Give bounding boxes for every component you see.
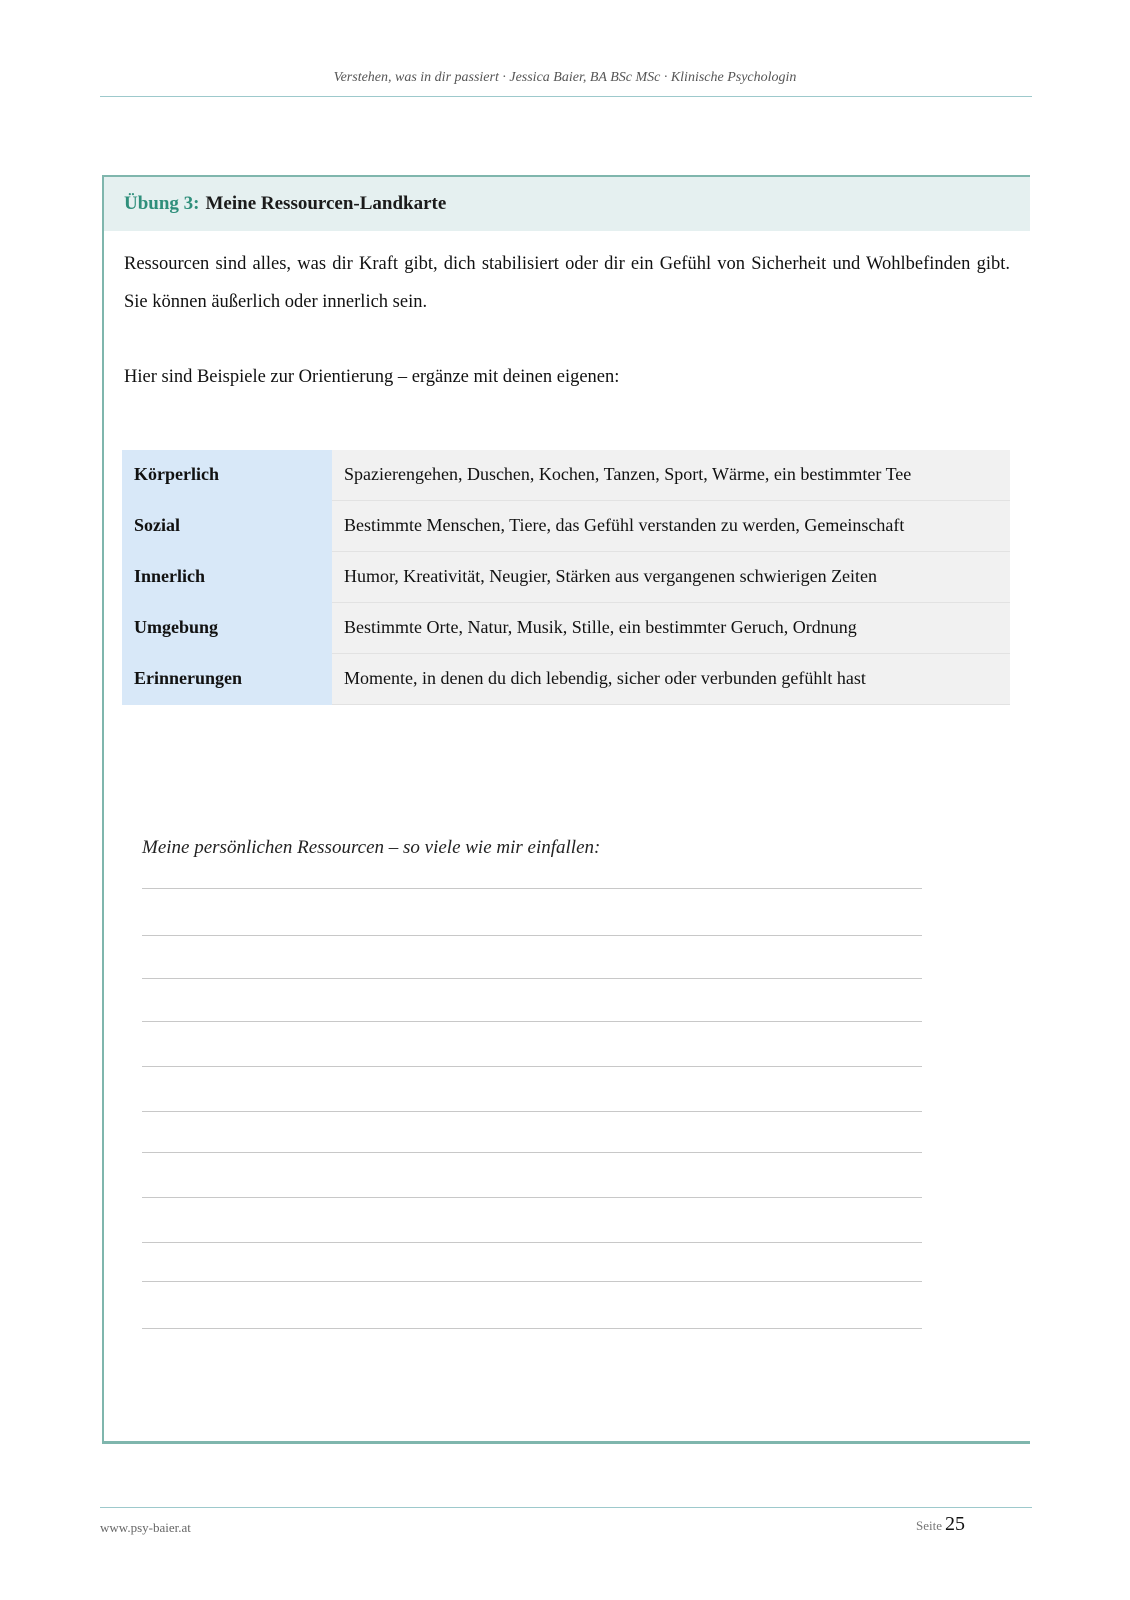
category-cell: Körperlich [122,450,332,501]
intro-paragraph: Ressourcen sind alles, was dir Kraft gibt, dich stabilisiert oder dir ein Gefühl von Sicherheit und Wohlbefinden gibt. Sie können äußerlich oder innerlich sein. [124,254,1010,312]
table-row [122,450,1010,501]
writing-line[interactable] [142,1197,922,1198]
category-cell: Erinnerungen [122,654,332,705]
exercise-heading [104,177,1030,231]
writing-line[interactable] [142,1066,922,1067]
examples-cell: Momente, in denen du dich lebendig, sicher oder verbunden gefühlt hast [332,654,1010,705]
own-resources-prompt: Meine persönlichen Ressourcen – so viele wie mir einfallen: [142,837,601,858]
writing-line[interactable] [142,888,922,889]
running-header: Verstehen, was in dir passiert · Jessica Baier, BA BSc MSc · Klinische Psychologin [333,70,797,85]
writing-line[interactable] [142,1021,922,1022]
page-number-value: 25 [945,1513,965,1535]
writing-line[interactable] [142,935,922,936]
exercise-title: Meine Ressourcen-Landkarte [205,193,447,214]
table-row [122,552,1010,603]
writing-line[interactable] [142,1281,922,1282]
category-cell: Innerlich [122,552,332,603]
footer-divider [100,1507,1032,1508]
table-row [122,603,1010,654]
exercise-label: Übung 3: [124,193,200,214]
writing-line[interactable] [142,1242,922,1243]
examples-cell: Bestimmte Menschen, Tiere, das Gefühl verstanden zu werden, Gemeinschaft [332,501,1010,552]
page-number [916,1513,965,1536]
examples-cell: Humor, Kreativität, Neugier, Stärken aus vergangenen schwierigen Zeiten [332,552,1010,603]
footer-url: www.psy-baier.at [100,1520,191,1535]
resource-table [122,450,1010,705]
table-row [122,501,1010,552]
exercise-box [102,175,1030,1444]
category-cell: Sozial [122,501,332,552]
category-cell: Umgebung [122,603,332,654]
writing-line[interactable] [142,978,922,979]
examples-lead: Hier sind Beispiele zur Orientierung – ergänze mit deinen eigenen: [124,367,620,387]
examples-cell: Spazierengehen, Duschen, Kochen, Tanzen, Sport, Wärme, ein bestimmter Tee [332,450,1010,501]
examples-cell: Bestimmte Orte, Natur, Musik, Stille, ein bestimmter Geruch, Ordnung [332,603,1010,654]
header-divider [100,96,1032,97]
writing-line[interactable] [142,1111,922,1112]
writing-line[interactable] [142,1328,922,1329]
table-row [122,654,1010,705]
page-label: Seite [916,1518,942,1533]
writing-line[interactable] [142,1152,922,1153]
